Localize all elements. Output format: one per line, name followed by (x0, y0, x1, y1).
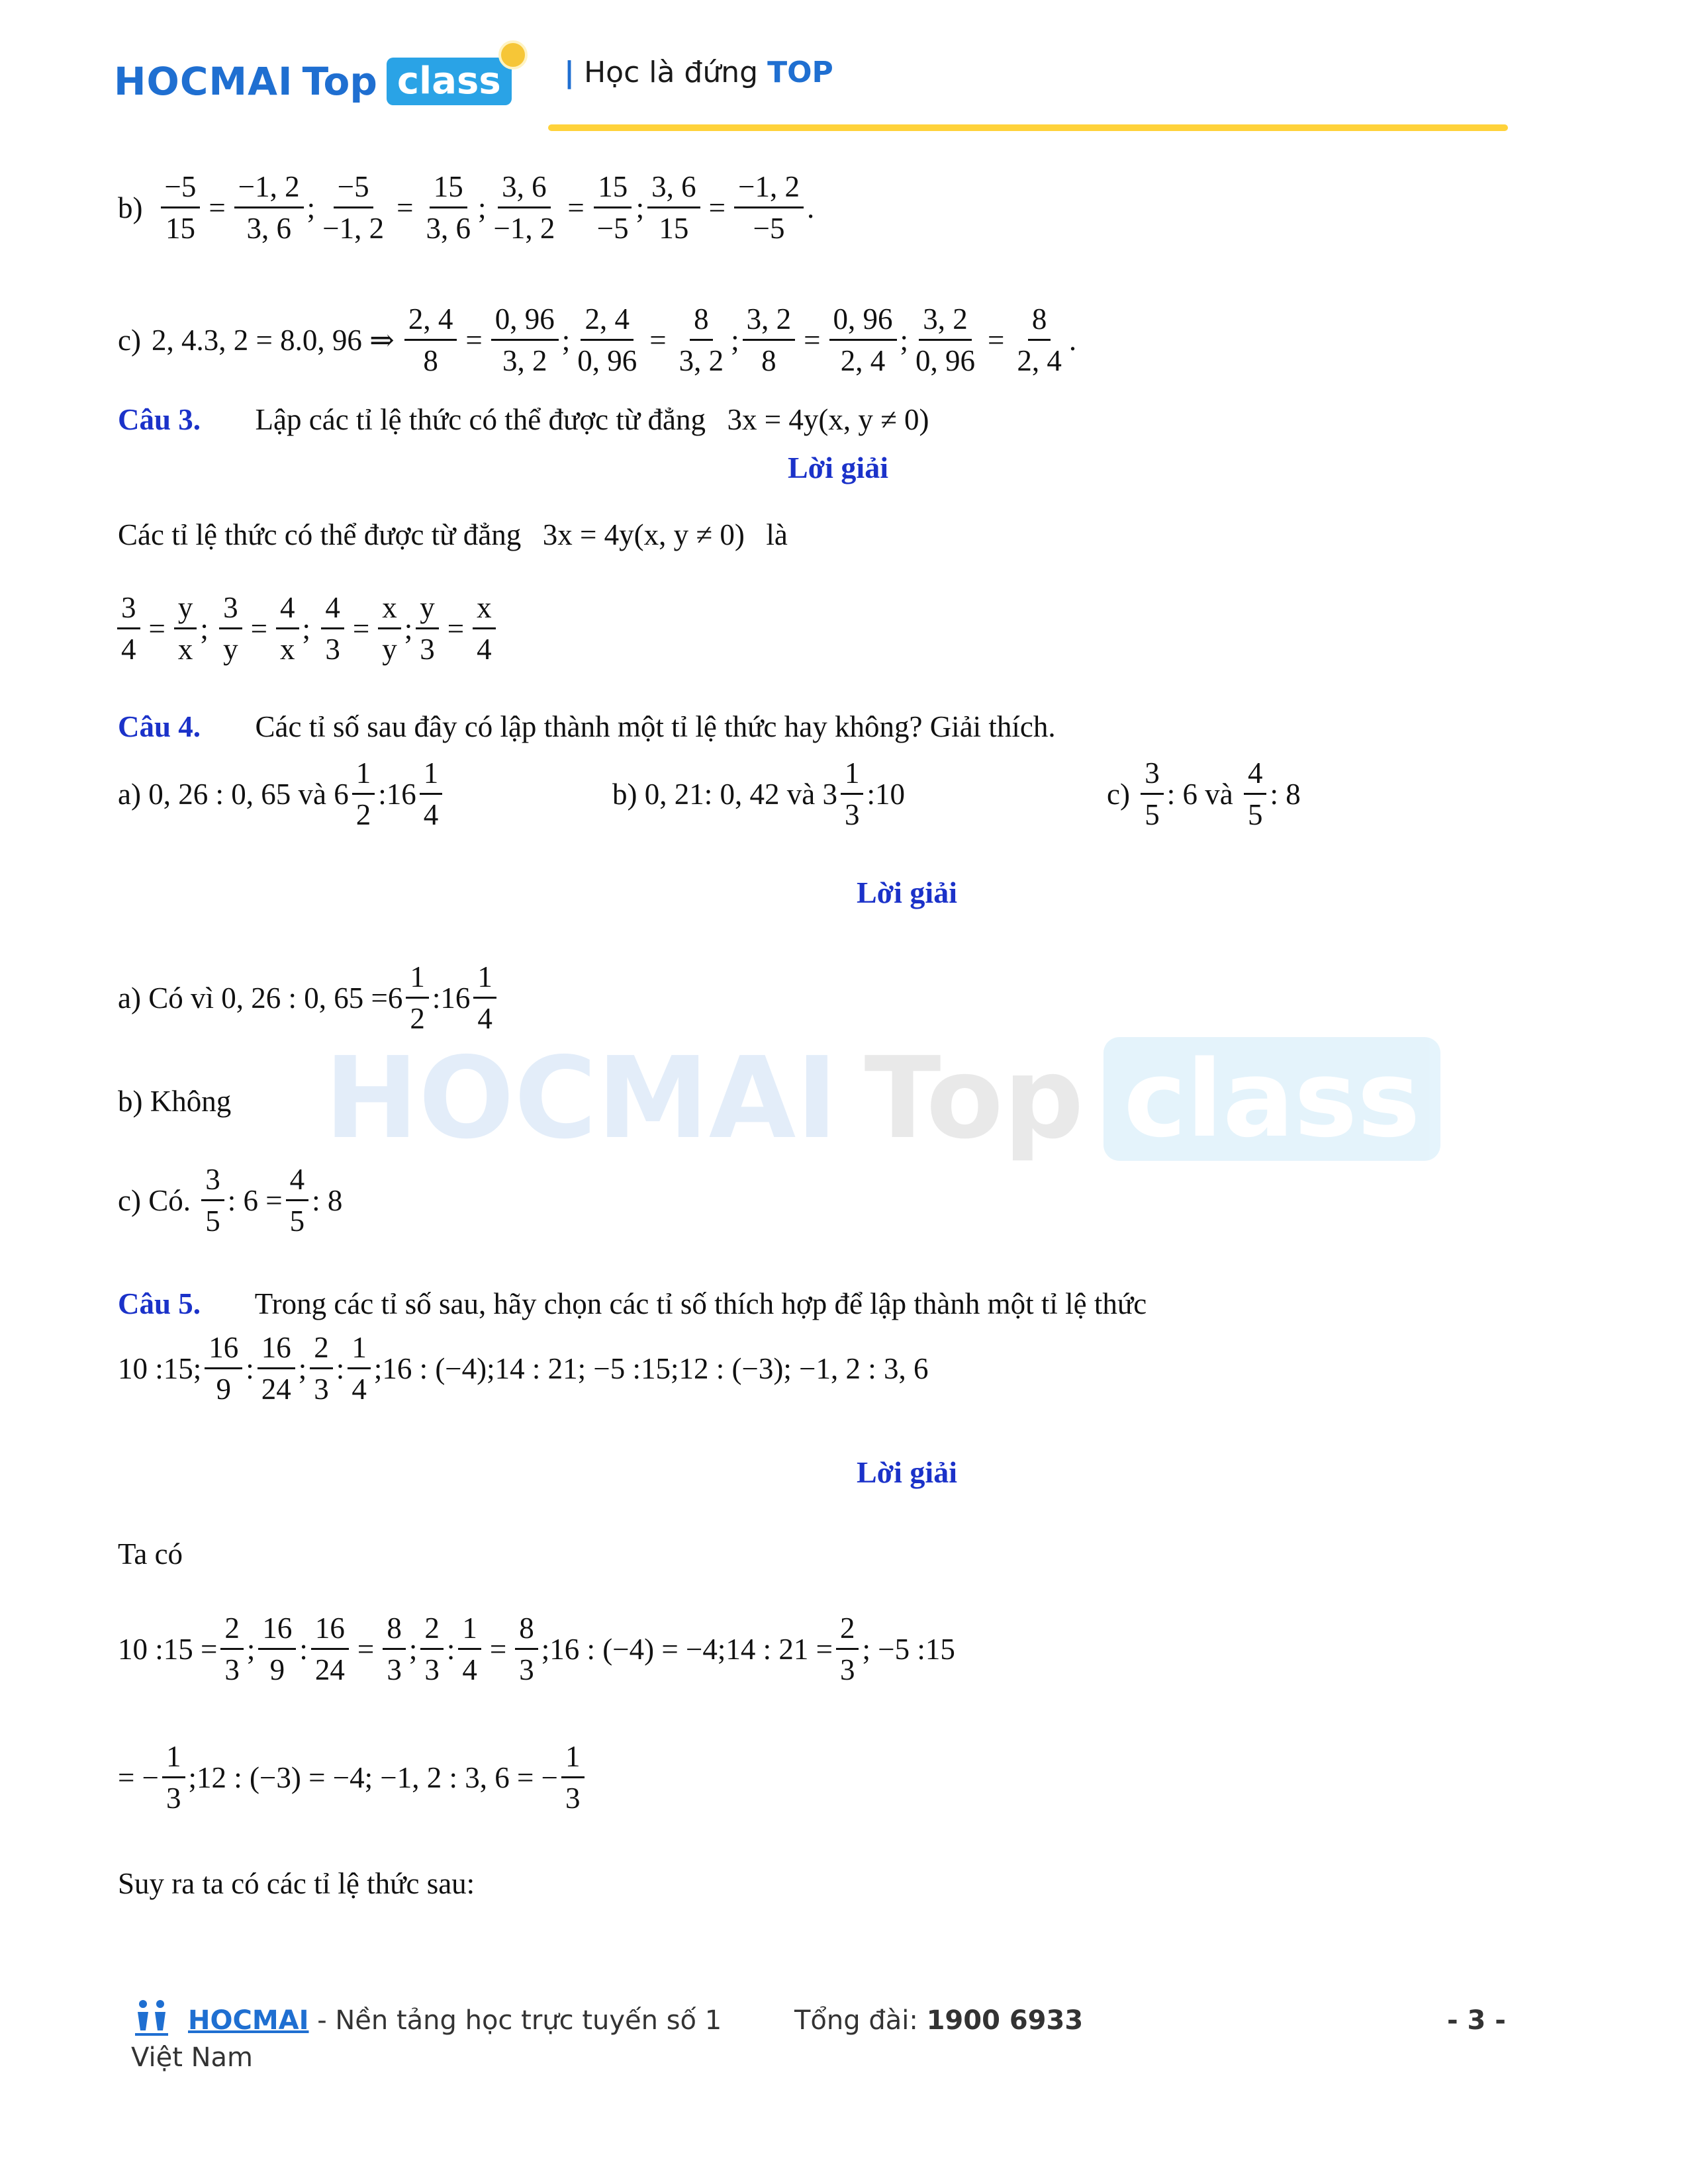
q3-solution-text (118, 515, 788, 555)
q5-frac: $\frac{2}{3}$ (310, 1329, 333, 1408)
q5-sol-frac: $\frac{1}{4}$ (458, 1610, 481, 1688)
footer-hotline-label: Tổng đài: (794, 2005, 927, 2036)
q2-b-frac: $\frac{-1, 2}{3, 6}$ (234, 168, 304, 247)
q3-title: Câu 3. (118, 403, 201, 436)
logo-hocmai-text: HOCMAI (114, 59, 293, 104)
q4-part-b (612, 754, 905, 833)
q4-a-mixed1: 6 $\frac{1}{2}$ (334, 754, 378, 833)
q2-c-lead: 2, 4.3, 2 = 8.0, 96 ⇒ (151, 324, 395, 357)
q3-frac: $\frac{y}{3}$ (416, 589, 439, 668)
q4-b-tail: :10 (867, 777, 905, 811)
q5-sol-frac: $\frac{1}{3}$ (162, 1738, 185, 1817)
q3-frac: $\frac{y}{x}$ (174, 589, 197, 668)
q5-sol-frac: $\frac{16}{9}$ (258, 1610, 296, 1688)
q3-sol-text: Các tỉ lệ thức có thể được từ đẳng (118, 518, 522, 551)
q2-c-frac: $\frac{3, 2}{0, 96}$ (912, 300, 979, 379)
q4-title: Câu 4. (118, 710, 201, 743)
q3-frac: $\frac{4}{x}$ (276, 589, 299, 668)
footer-hotline-number: 1900 6933 (926, 2005, 1084, 2036)
q4-sol-c-mid: : 6 = (227, 1183, 283, 1217)
q5-list-tail: ;16 : (−4);14 : 21; −5 :15;12 : (−3); −1, 2 : 3, 6 (373, 1351, 929, 1385)
q2-c-frac: $\frac{2, 4}{0, 96}$ (573, 300, 641, 379)
logo-star-icon (498, 40, 528, 69)
q5-frac: $\frac{16}{9}$ (205, 1329, 242, 1408)
footer-brand-link[interactable]: HOCMAI (188, 2005, 309, 2036)
watermark-top: Top (864, 1033, 1084, 1164)
logo-top-text: Top (302, 59, 377, 104)
page-number: - 3 - (1447, 2005, 1506, 2036)
footer-tagline-text: - Nền tảng học trực tuyến số 1 (308, 2005, 722, 2036)
q5-question (118, 1284, 1147, 1324)
q4-a-label: a) (118, 777, 141, 811)
q5-sol-frac: $\frac{8}{3}$ (515, 1610, 538, 1688)
q2-c-frac: $\frac{8}{3, 2}$ (675, 300, 728, 379)
q2-c-line: c) 2, 4.3, 2 = 8.0, 96 ⇒ $\frac{2, 4}{8}$ = $\frac{0, 96}{3, 2}$ ; $\frac{2, 4}{0, 96}$ = $\frac{8}{3, 2}$ ; $\frac{3, 2}{8}$ = $\frac{0, 96}{2, 4}$ ; $\frac{3, 2}{0, 96}$ = $\frac{8}{2, 4}$ . (118, 300, 1076, 379)
slogan-divider: | (564, 56, 575, 89)
q4-part-a (118, 754, 445, 833)
q5-sol-frac: $\frac{2}{3}$ (836, 1610, 859, 1688)
q3-proportions: $\frac{3}{4}$ = $\frac{y}{x}$ ; $\frac{3}{y}$ = $\frac{4}{x}$ ; $\frac{4}{3}$ = $\frac{x}{y}$ ; $\frac{y}{3}$ = $\frac{x}{4}$ (114, 589, 499, 668)
q4-sol-a (118, 958, 500, 1037)
q4-sol-c-frac2: $\frac{4}{5}$ (286, 1161, 309, 1240)
q2-b-label: b) (118, 191, 143, 224)
q5-sol-frac: $\frac{2}{3}$ (220, 1610, 244, 1688)
q2-c-label: c) (118, 323, 141, 357)
q5-solution-heading: Lời giải (857, 1455, 957, 1489)
q4-part-c (1107, 754, 1301, 833)
hocmai-footer-icon (131, 1997, 172, 2038)
q2-b-frac: $\frac{3, 6}{-1, 2}$ (489, 168, 559, 247)
q3-sol-math: 3x = 4y(x, y ≠ 0) (542, 518, 745, 551)
q3-frac: $\frac{3}{y}$ (219, 589, 242, 668)
logo-class-badge (387, 58, 512, 105)
logo-class-text: class (397, 60, 501, 103)
q4-sol-c-tail: : 8 (312, 1183, 343, 1217)
q2-c-frac: $\frac{8}{2, 4}$ (1013, 300, 1066, 379)
q2-c-frac: $\frac{2, 4}{8}$ (404, 300, 457, 379)
q4-question (118, 707, 1056, 747)
q3-text: Lập các tỉ lệ thức có thể được từ đẳng (255, 403, 706, 436)
q5-title: Câu 5. (118, 1287, 201, 1320)
q4-b-lhs: 0, 21: 0, 42 và (644, 777, 816, 811)
q5-line1-lead: 10 :15 = (118, 1632, 218, 1666)
q4-sol-a-mixed1: 6 $\frac{1}{2}$ (388, 958, 432, 1037)
q4-b-mixed: 3 $\frac{1}{3}$ (822, 754, 867, 833)
q4-c-label: c) (1107, 777, 1130, 811)
q4-c-frac1: $\frac{3}{5}$ (1141, 754, 1164, 833)
header-underline (548, 124, 1508, 131)
q3-frac: $\frac{x}{y}$ (378, 589, 401, 668)
q2-b-frac: $\frac{15}{3, 6}$ (422, 168, 475, 247)
q4-sol-a-mixed2: 16 $\frac{1}{4}$ (440, 958, 500, 1037)
q3-question (118, 400, 929, 439)
q2-b-frac: $\frac{15}{-5}$ (593, 168, 633, 247)
q5-line1-mid: ;16 : (−4) = −4;14 : 21 = (541, 1632, 833, 1666)
q5-list: 10 :15; $\frac{16}{9}$ : $\frac{16}{24}$ ; $\frac{2}{3}$ : $\frac{1}{4}$ ;16 : (−4);14 : 21; −5 :15;12 : (−3); −1, 2 : 3, 6 (118, 1329, 929, 1408)
q5-sol-frac: $\frac{16}{24}$ (311, 1610, 349, 1688)
q2-b-line: b) $\frac{-5}{15}$ = $\frac{-1, 2}{3, 6}$ ; $\frac{-5}{-1, 2}$ = $\frac{15}{3, 6}$ ; $\frac{3, 6}{-1, 2}$ = $\frac{15}{-5}$ ; $\frac{3, 6}{15}$ = $\frac{-1, 2}{-5}$ . (118, 168, 814, 247)
q4-text: Các tỉ số sau đây có lập thành một tỉ lệ thức hay không? Giải thích. (255, 710, 1056, 743)
q2-b-frac: $\frac{-1, 2}{-5}$ (734, 168, 804, 247)
q5-ta-co: Ta có (118, 1537, 183, 1570)
q5-line2-tail: ;12 : (−3) = −4; −1, 2 : 3, 6 = − (188, 1760, 559, 1794)
q3-frac: $\frac{4}{3}$ (321, 589, 344, 668)
watermark-logo (324, 1032, 1440, 1165)
header-slogan (564, 56, 833, 89)
q5-line1-tail: ; −5 :15 (862, 1632, 955, 1666)
q4-sol-c-frac1: $\frac{3}{5}$ (201, 1161, 224, 1240)
q2-c-frac: $\frac{0, 96}{2, 4}$ (829, 300, 897, 379)
q3-solution-heading: Lời giải (788, 451, 888, 484)
q5-suy-ra: Suy ra ta có các tỉ lệ thức sau: (118, 1867, 475, 1900)
q5-sol-line1: 10 :15 = $\frac{2}{3}$ ; $\frac{16}{9}$ : $\frac{16}{24}$ = $\frac{8}{3}$ ; $\frac{2}{3}$ : $\frac{1}{4}$ = $\frac{8}{3}$ ;16 : (−4) = −4;14 : 21 = $\frac{2}{3}$ ; −5 :15 (118, 1610, 955, 1688)
q5-sol-line2: = − $\frac{1}{3}$ ;12 : (−3) = −4; −1, 2 : 3, 6 = − $\frac{1}{3}$ (118, 1738, 588, 1817)
q4-sol-c-text: c) Có. (118, 1183, 191, 1217)
slogan-top: TOP (767, 56, 833, 89)
q2-c-frac: $\frac{0, 96}{3, 2}$ (491, 300, 559, 379)
hocmai-topclass-logo (114, 52, 512, 111)
q5-list-lead: 10 :15; (118, 1351, 202, 1385)
q5-sol-frac: $\frac{1}{3}$ (561, 1738, 585, 1817)
q5-sol-frac: $\frac{8}{3}$ (383, 1610, 406, 1688)
q3-math: 3x = 4y(x, y ≠ 0) (727, 403, 929, 436)
q3-frac: $\frac{3}{4}$ (117, 589, 140, 668)
q4-c-frac2: $\frac{4}{5}$ (1244, 754, 1267, 833)
q4-sol-c (118, 1161, 342, 1240)
q4-c-tail: : 8 (1270, 777, 1301, 811)
q5-frac: $\frac{16}{24}$ (258, 1329, 295, 1408)
q2-b-frac: $\frac{3, 6}{15}$ (647, 168, 700, 247)
q5-text: Trong các tỉ số sau, hãy chọn các tỉ số thích hợp để lập thành một tỉ lệ thức (254, 1287, 1147, 1320)
q4-solution-heading: Lời giải (857, 876, 957, 909)
footer-tagline-line2: Việt Nam (131, 2042, 254, 2073)
footer-hotline (794, 2005, 1083, 2036)
q5-sol-frac: $\frac{2}{3}$ (420, 1610, 444, 1688)
slogan-text: Học là đứng (584, 56, 768, 89)
q4-sol-b: b) Không (118, 1085, 232, 1118)
q4-c-mid: : 6 và (1166, 777, 1233, 811)
q4-sol-a-text: a) Có vì (118, 981, 214, 1015)
watermark-class: class (1103, 1037, 1440, 1161)
q2-b-frac: $\frac{-5}{-1, 2}$ (318, 168, 388, 247)
q2-c-frac: $\frac{3, 2}{8}$ (743, 300, 796, 379)
q4-a-lhs: 0, 26 : 0, 65 và (148, 777, 326, 811)
watermark-hocmai: HOCMAI (324, 1033, 838, 1164)
q2-b-frac: $\frac{-5}{15}$ (161, 168, 201, 247)
q4-sol-a-math: 0, 26 : 0, 65 = (221, 981, 388, 1015)
q5-frac: $\frac{1}{4}$ (348, 1329, 371, 1408)
q3-frac: $\frac{x}{4}$ (473, 589, 496, 668)
q4-a-sep: : (378, 777, 387, 811)
q4-b-label: b) (612, 777, 637, 811)
q4-a-mixed2: 16 $\frac{1}{4}$ (387, 754, 446, 833)
q3-sol-tail: là (766, 518, 788, 551)
footer-tagline (188, 2005, 722, 2036)
q4-sol-a-sep: : (432, 981, 441, 1015)
